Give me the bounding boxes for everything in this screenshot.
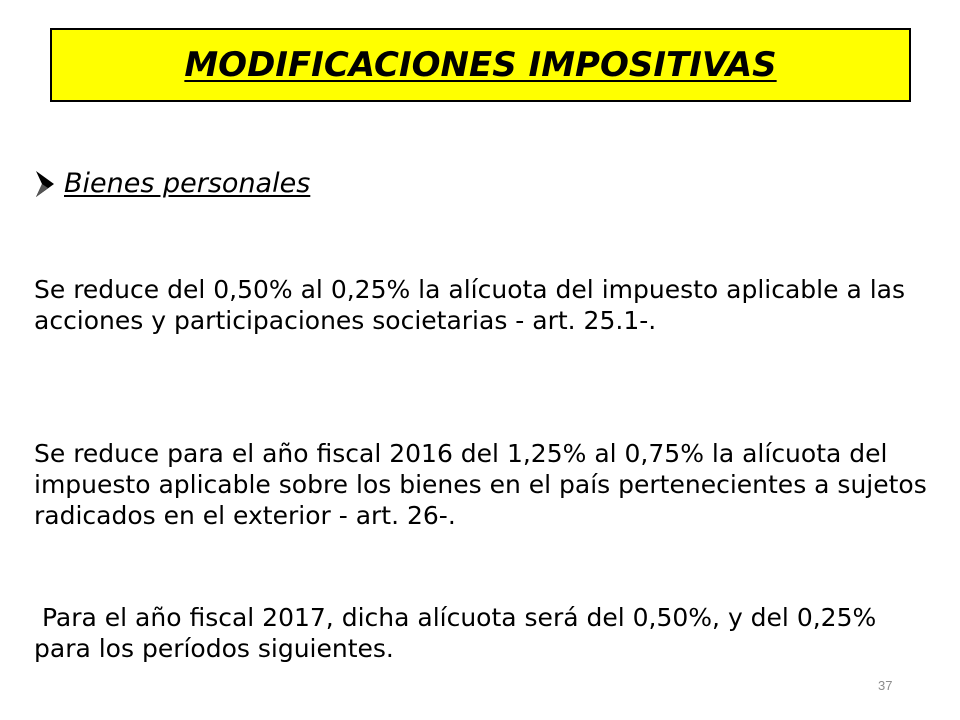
paragraph-1: Se reduce del 0,50% al 0,25% la alícuota del impuesto aplicable a las acciones y participaciones societarias - art. 25.1-. bbox=[34, 275, 906, 335]
bullet-label: Bienes personales bbox=[64, 168, 311, 199]
bullet-item bbox=[34, 168, 310, 199]
slide-title: MODIFICACIONES IMPOSITIVAS bbox=[184, 45, 777, 85]
arrow-bullet-icon bbox=[34, 169, 56, 199]
paragraph-3: Para el año fiscal 2017, dicha alícuota será del 0,50%, y del 0,25% para los períodos siguientes. bbox=[34, 603, 885, 663]
paragraph-2: Se reduce para el año fiscal 2016 del 1,25% al 0,75% la alícuota del impuesto aplicable sobre los bienes en el país pertenecientes a sujetos radicados en el exterior - art. 26-. bbox=[34, 439, 927, 530]
title-banner bbox=[50, 28, 911, 102]
slide-number: 37 bbox=[878, 678, 893, 693]
